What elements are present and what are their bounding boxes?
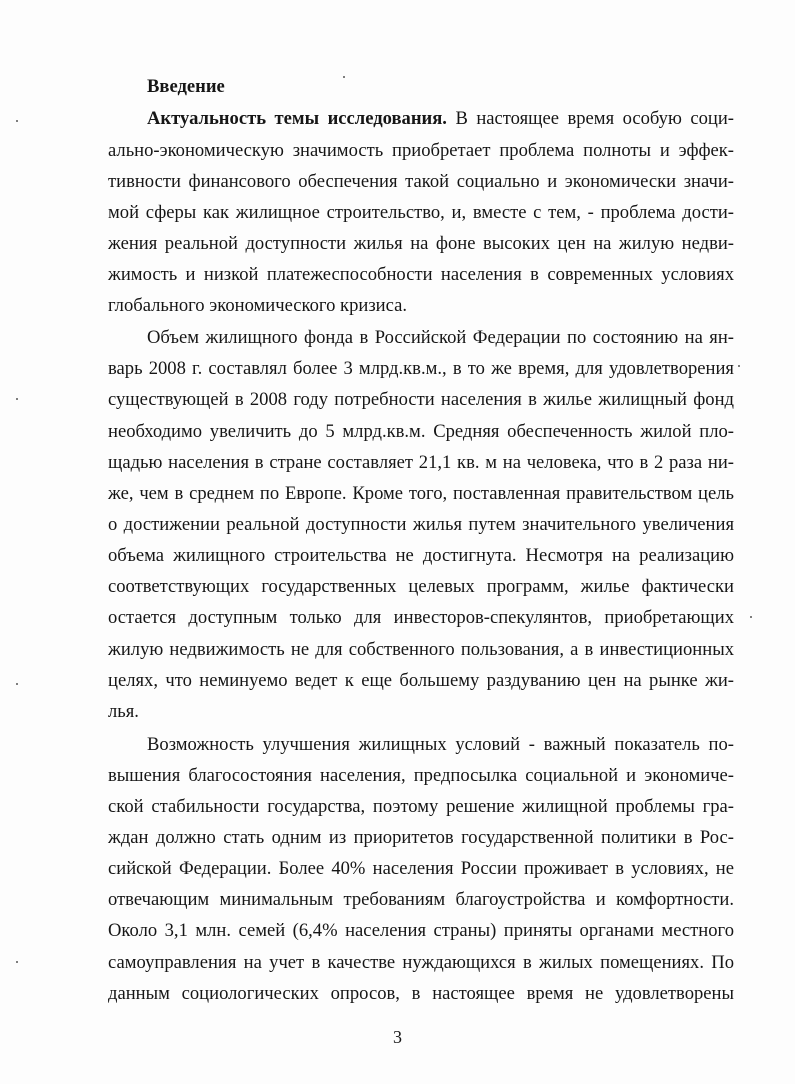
para2-line-4: необходимо увеличить до 5 млрд.кв.м. Средняя обеспеченность жилой пло- bbox=[108, 421, 734, 442]
scan-speck bbox=[16, 961, 18, 963]
para3-line-5: сийской Федерации. Более 40% населения России проживает в условиях, не bbox=[108, 858, 734, 879]
para1-line-1-rest: В настоящее время особую соци- bbox=[446, 108, 734, 129]
para2-line-5: щадью населения в стране составляет 21,1 кв. м на человека, что в 2 раза ни- bbox=[108, 452, 734, 473]
para3-line-7: Около 3,1 млн. семей (6,4% населения страны) приняты органами местного bbox=[108, 920, 734, 941]
scan-speck bbox=[738, 365, 740, 367]
para2-line-6: же, чем в среднем по Европе. Кроме того, поставленная правительством цель bbox=[108, 483, 734, 504]
para2-line-1: Объем жилищного фонда в Российской Федерации по состоянию на ян- bbox=[147, 327, 734, 348]
para1-line-3: тивности финансового обеспечения такой социально и экономически значи- bbox=[108, 171, 734, 192]
para2-line-13: лья. bbox=[108, 701, 139, 722]
para3-line-9: данным социологических опросов, в настоящее время не удовлетворены bbox=[108, 983, 734, 1004]
scan-speck bbox=[343, 76, 345, 78]
scan-speck bbox=[750, 616, 752, 618]
scan-speck bbox=[16, 398, 18, 400]
para1-line-4: мой сферы как жилищное строительство, и, вместе с тем, - проблема дости- bbox=[108, 202, 734, 223]
para1-line-2: ально-экономическую значимость приобретает проблема полноты и эффек- bbox=[108, 140, 734, 161]
para1-line-5: жения реальной доступности жилья на фоне высоких цен на жилую недви- bbox=[108, 233, 734, 254]
page-number: 3 bbox=[393, 1027, 402, 1047]
para1-line-1 bbox=[147, 108, 734, 130]
para3-line-4: ждан должно стать одним из приоритетов государственной политики в Рос- bbox=[108, 827, 734, 848]
para2-line-7: о достижении реальной доступности жилья путем значительного увеличения bbox=[108, 514, 734, 535]
scan-speck bbox=[16, 120, 18, 122]
scan-speck bbox=[16, 683, 18, 685]
para2-line-10: остается доступным только для инвесторов-спекулянтов, приобретающих bbox=[108, 607, 734, 628]
para2-line-11: жилую недвижимость не для собственного пользования, а в инвестиционных bbox=[108, 639, 734, 660]
para3-line-6: отвечающим минимальным требованиям благоустройства и комфортности. bbox=[108, 889, 734, 910]
para2-line-9: соответствующих государственных целевых программ, жилье фактически bbox=[108, 576, 734, 597]
para2-line-2: варь 2008 г. составлял более 3 млрд.кв.м., в то же время, для удовлетворения bbox=[108, 358, 734, 379]
topic-relevance-lead: Актуальность темы исследования. bbox=[147, 108, 447, 129]
para2-line-12: целях, что неминуемо ведет к еще большему раздуванию цен на рынке жи- bbox=[108, 670, 734, 691]
para1-line-6: жимость и низкой платежеспособности населения в современных условиях bbox=[108, 264, 734, 285]
para3-line-2: вышения благосостояния населения, предпосылка социальной и экономиче- bbox=[108, 765, 734, 786]
para3-line-8: самоуправления на учет в качестве нуждающихся в жилых помещениях. По bbox=[108, 952, 734, 973]
para2-line-3: существующей в 2008 году потребности населения в жилье жилищный фонд bbox=[108, 389, 734, 410]
para1-line-7: глобального экономического кризиса. bbox=[108, 295, 407, 316]
section-heading: Введение bbox=[147, 76, 225, 97]
para3-line-1: Возможность улучшения жилищных условий - важный показатель по- bbox=[147, 734, 734, 755]
para2-line-8: объема жилищного строительства не достигнута. Несмотря на реализацию bbox=[108, 545, 734, 566]
para3-line-3: ской стабильности государства, поэтому решение жилищной проблемы гра- bbox=[108, 796, 734, 817]
